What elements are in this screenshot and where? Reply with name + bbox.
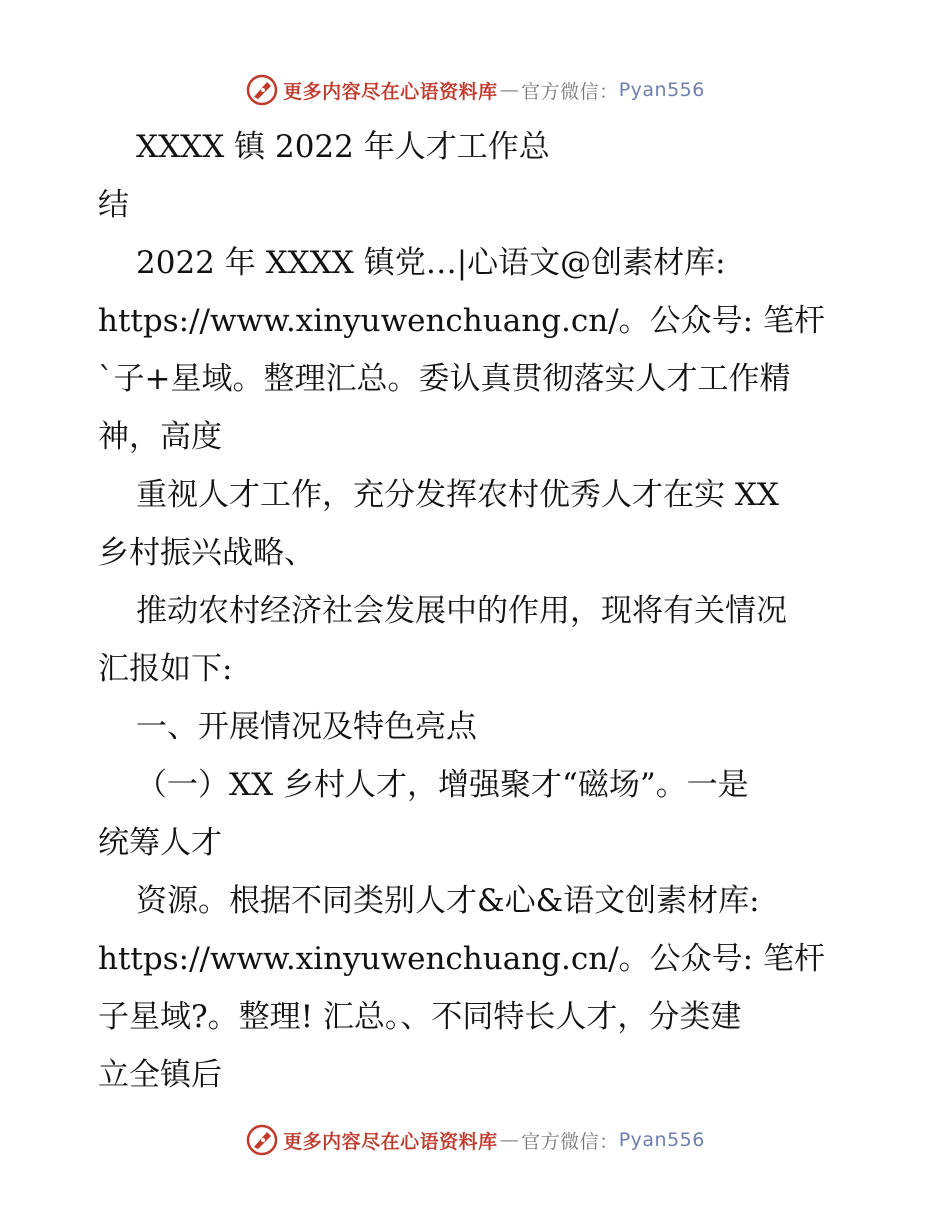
- paragraph: [98, 466, 858, 582]
- text-line: https://www.xinyuwenchuang.cn/。公众号: 笔杆: [98, 303, 825, 339]
- pen-nib-seal-icon: [245, 73, 279, 107]
- text-line: 重视人才工作，充分发挥农村优秀人才在实 XX: [136, 477, 779, 513]
- document-body: [98, 118, 858, 1104]
- text-line: 统筹人才: [98, 825, 222, 861]
- watermark-id: Pyan556: [618, 79, 705, 101]
- paragraph: [98, 756, 858, 872]
- watermark-separator: —: [499, 79, 520, 101]
- pen-nib-seal-icon: [245, 1123, 279, 1157]
- text-line: `子+星域。整理汇总。委认真贯彻落实人才工作精: [98, 361, 791, 397]
- text-line: 资源。根据不同类别人才&心&语文创素材库:: [136, 883, 760, 919]
- text-line: 一、开展情况及特色亮点: [136, 709, 477, 745]
- paragraph: [98, 234, 858, 466]
- watermark-main-text: 更多内容尽在心语资料库: [283, 80, 498, 103]
- text-line: 立全镇后: [98, 1057, 222, 1093]
- text-line: 神，高度: [98, 419, 222, 455]
- watermark-main-text: 更多内容尽在心语资料库: [283, 1130, 498, 1153]
- watermark-label: 官方微信：: [521, 80, 619, 103]
- paragraph: [98, 118, 858, 234]
- text-line: https://www.xinyuwenchuang.cn/。公众号: 笔杆: [98, 941, 825, 977]
- text-line: 子星域?。整理! 汇总。、不同特长人才，分类建: [98, 999, 742, 1035]
- watermark-separator: —: [499, 1129, 520, 1151]
- text-line: 汇报如下:: [98, 651, 233, 687]
- text-line: XXXX 镇 2022 年人才工作总: [136, 129, 550, 165]
- paragraph: [98, 582, 858, 698]
- paragraph: [98, 872, 858, 1104]
- text-line: 2022 年 XXXX 镇党…|心语文@创素材库:: [136, 245, 726, 281]
- text-line: 结: [98, 187, 129, 223]
- text-line: 乡村振兴战略、: [98, 535, 315, 571]
- watermark-label: 官方微信：: [521, 1130, 619, 1153]
- watermark-footer: [0, 1120, 950, 1160]
- text-line: （一）XX 乡村人才，增强聚才“磁场”。一是: [136, 767, 749, 803]
- watermark-id: Pyan556: [618, 1129, 705, 1151]
- watermark-header: [0, 70, 950, 110]
- paragraph: [98, 698, 858, 756]
- text-line: 推动农村经济社会发展中的作用，现将有关情况: [136, 593, 787, 629]
